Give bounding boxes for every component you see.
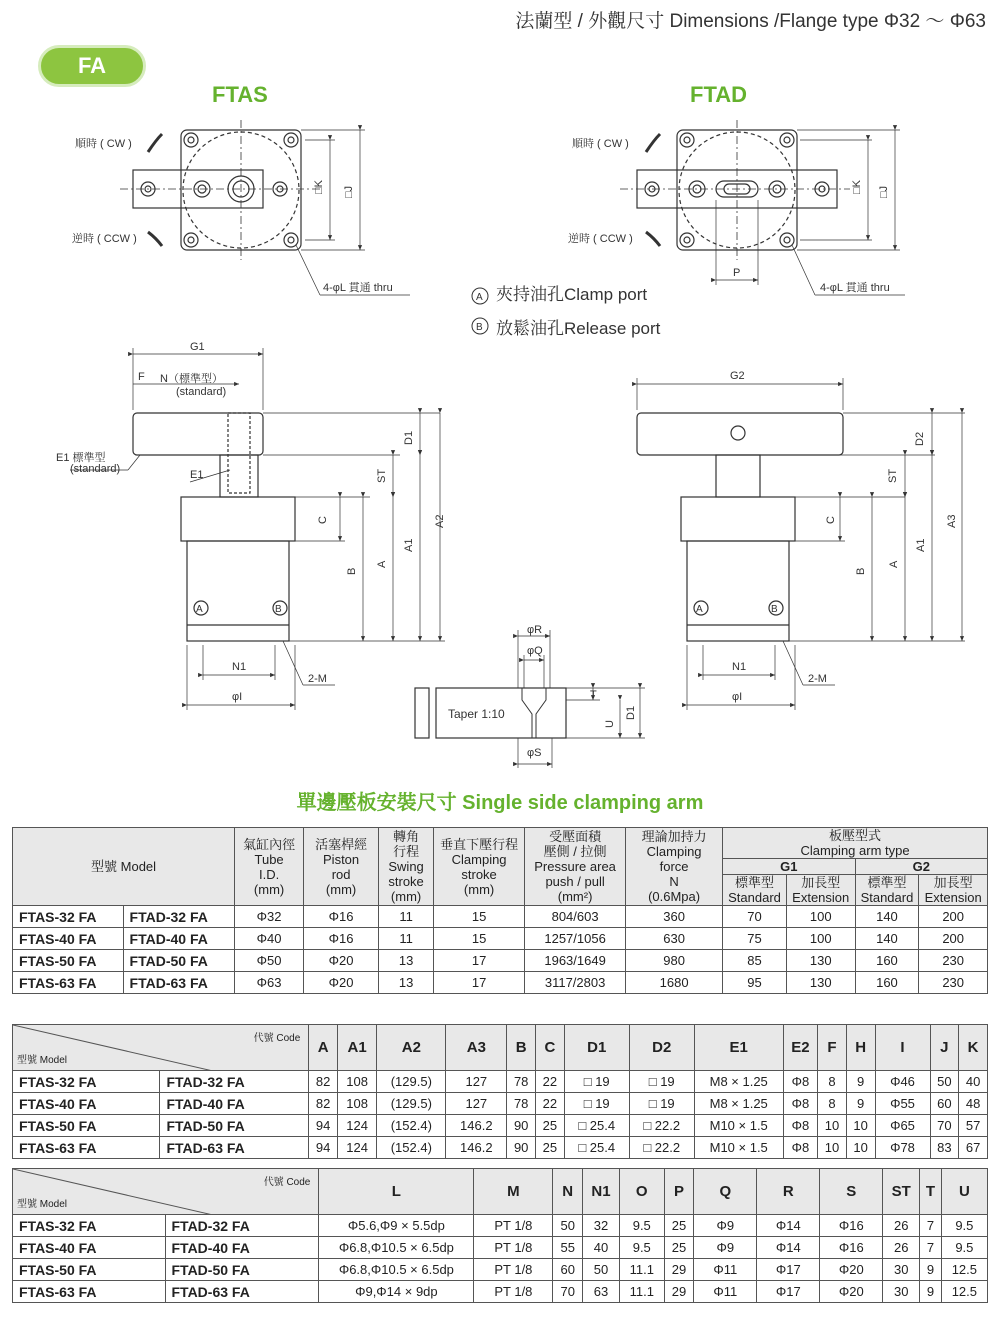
dim-a3: A3 bbox=[946, 514, 958, 528]
table-cell: M8 × 1.25 bbox=[694, 1071, 783, 1093]
table-cell: 11 bbox=[379, 928, 434, 950]
table-cell: 200 bbox=[919, 928, 988, 950]
hdr-l: L bbox=[319, 1169, 474, 1215]
table-cell: 55 bbox=[553, 1237, 583, 1259]
hdr-q: Q bbox=[694, 1169, 757, 1215]
port-b-mark-ftad: B bbox=[771, 604, 778, 615]
dim-e1-std: E1 標準型 bbox=[56, 452, 106, 464]
model-cell: FTAD-40 FA bbox=[123, 928, 235, 950]
table-cell: 78 bbox=[507, 1093, 536, 1115]
table-cell: 22 bbox=[536, 1071, 565, 1093]
clamp-port-label: 夾持油孔Clamp port bbox=[496, 285, 648, 304]
hdr-o: O bbox=[619, 1169, 664, 1215]
table-cell: □ 19 bbox=[564, 1093, 629, 1115]
dim-e1: E1 bbox=[190, 469, 204, 481]
col-g1-std: 標準型 Standard bbox=[723, 875, 787, 906]
table-cell: 9.5 bbox=[619, 1237, 664, 1259]
model-cell: FTAD-63 FA bbox=[160, 1137, 309, 1159]
dim-n1-ftad: N1 bbox=[732, 661, 747, 673]
table-cell: Φ6.8,Φ10.5 × 6.5dp bbox=[319, 1237, 474, 1259]
table-cell: Φ16 bbox=[820, 1237, 883, 1259]
table-cell: 10 bbox=[846, 1115, 875, 1137]
table-cell: Φ14 bbox=[757, 1215, 820, 1237]
cw-label-ftad: 順時 ( CW ) bbox=[572, 138, 629, 150]
section-title: 單邊壓板安裝尺寸 Single side clamping arm bbox=[296, 792, 704, 814]
table-cell: (152.4) bbox=[377, 1115, 446, 1137]
model-cell: FTAS-40 FA bbox=[13, 1093, 160, 1115]
table-cell: 9 bbox=[920, 1259, 942, 1281]
model-cell: FTAD-50 FA bbox=[160, 1115, 309, 1137]
table-cell: 50 bbox=[583, 1259, 620, 1281]
table-cell: Φ65 bbox=[875, 1115, 930, 1137]
dim-b-ftad: B bbox=[855, 567, 867, 575]
table-cell: 26 bbox=[883, 1215, 920, 1237]
table-cell: 29 bbox=[664, 1281, 694, 1303]
table-cell: 75 bbox=[723, 928, 787, 950]
table-cell: Φ14 bbox=[757, 1237, 820, 1259]
table-cell: 15 bbox=[434, 906, 525, 928]
table-cell: 146.2 bbox=[446, 1115, 507, 1137]
table-row bbox=[13, 1259, 988, 1281]
table-row bbox=[13, 928, 988, 950]
table-cell: 1257/1056 bbox=[525, 928, 626, 950]
table-cell: Φ16 bbox=[304, 906, 379, 928]
spec-table-3 bbox=[12, 1168, 988, 1303]
hdr-t: T bbox=[920, 1169, 942, 1215]
model-cell: FTAD-32 FA bbox=[123, 906, 235, 928]
table-cell: 22 bbox=[536, 1093, 565, 1115]
hdr-d1: D1 bbox=[564, 1025, 629, 1071]
table-cell: 9.5 bbox=[941, 1215, 987, 1237]
col-g1: G1 bbox=[723, 859, 855, 875]
table-cell: 1680 bbox=[626, 972, 723, 994]
hdr-j: J bbox=[930, 1025, 959, 1071]
model-cell: FTAD-32 FA bbox=[160, 1071, 309, 1093]
table-cell: 9.5 bbox=[941, 1237, 987, 1259]
table-cell: 124 bbox=[337, 1137, 376, 1159]
model-cell: FTAS-50 FA bbox=[13, 1259, 166, 1281]
table-cell: 804/603 bbox=[525, 906, 626, 928]
col-clamp-stroke: 垂直下壓行程 Clamping stroke (mm) bbox=[434, 828, 525, 906]
table-cell: 11 bbox=[379, 906, 434, 928]
table-cell: Φ40 bbox=[235, 928, 304, 950]
table-cell: 146.2 bbox=[446, 1137, 507, 1159]
table-cell: Φ9 bbox=[694, 1215, 757, 1237]
model-cell: FTAS-50 FA bbox=[13, 950, 124, 972]
release-port-label: 放鬆油孔Release port bbox=[496, 319, 661, 338]
table-cell: 10 bbox=[846, 1137, 875, 1159]
model-cell: FTAS-50 FA bbox=[13, 1115, 160, 1137]
dim-a1: A1 bbox=[403, 538, 415, 552]
dim-i-ftad: φI bbox=[732, 691, 743, 703]
table-cell: Φ8 bbox=[783, 1137, 817, 1159]
table-cell: 15 bbox=[434, 928, 525, 950]
table-cell: □ 22.2 bbox=[629, 1115, 694, 1137]
table-cell: 8 bbox=[818, 1093, 847, 1115]
table-row bbox=[13, 1137, 988, 1159]
dim-d1: D1 bbox=[403, 430, 415, 445]
table-cell: 3117/2803 bbox=[525, 972, 626, 994]
table-row bbox=[13, 972, 988, 994]
table-cell: 32 bbox=[583, 1215, 620, 1237]
dim-r: φR bbox=[527, 624, 543, 636]
table-cell: Φ11 bbox=[694, 1259, 757, 1281]
hdr-s: S bbox=[820, 1169, 883, 1215]
col-rod: 活塞桿經 Piston rod (mm) bbox=[304, 828, 379, 906]
thru-label-ftas: 4-φL 貫通 thru bbox=[323, 282, 393, 294]
table-cell: 7 bbox=[920, 1237, 942, 1259]
table-cell: 40 bbox=[959, 1071, 988, 1093]
table-cell: 7 bbox=[920, 1215, 942, 1237]
model-cell: FTAD-50 FA bbox=[123, 950, 235, 972]
table-cell: Φ5.6,Φ9 × 5.5dp bbox=[319, 1215, 474, 1237]
dim-t: T bbox=[590, 689, 597, 701]
table-cell: Φ63 bbox=[235, 972, 304, 994]
table-cell: Φ32 bbox=[235, 906, 304, 928]
dim-st: ST bbox=[376, 468, 388, 483]
table-cell: 13 bbox=[379, 950, 434, 972]
table-cell: Φ20 bbox=[304, 950, 379, 972]
table-cell: 30 bbox=[883, 1259, 920, 1281]
col-g1-ext: 加長型 Extension bbox=[786, 875, 855, 906]
dim-a-ftad: A bbox=[888, 560, 900, 568]
table-row bbox=[13, 1115, 988, 1137]
dim-st-ftad: ST bbox=[887, 468, 899, 483]
table-cell: □ 22.2 bbox=[629, 1137, 694, 1159]
table-cell: 25 bbox=[664, 1237, 694, 1259]
table-cell: Φ20 bbox=[304, 972, 379, 994]
table-cell: 130 bbox=[786, 950, 855, 972]
port-a-mark-ftad: A bbox=[696, 604, 703, 615]
table-cell: Φ8 bbox=[783, 1071, 817, 1093]
table-cell: 70 bbox=[723, 906, 787, 928]
table-cell: 980 bbox=[626, 950, 723, 972]
table-cell: □ 19 bbox=[629, 1093, 694, 1115]
table-cell: 124 bbox=[337, 1115, 376, 1137]
table-cell: 140 bbox=[855, 906, 919, 928]
code-model-header-3: 代號 Code 型號 Model bbox=[13, 1169, 319, 1215]
table-cell: 95 bbox=[723, 972, 787, 994]
code-model-header: 代號 Code 型號 Model bbox=[13, 1025, 309, 1071]
table-cell: 85 bbox=[723, 950, 787, 972]
hdr-b: B bbox=[507, 1025, 536, 1071]
table-cell: 13 bbox=[379, 972, 434, 994]
dim-q: φQ bbox=[527, 645, 543, 657]
ftad-title: FTAD bbox=[690, 82, 748, 107]
dim-u: U bbox=[604, 720, 616, 728]
table-cell: 11.1 bbox=[619, 1281, 664, 1303]
dim-n-std: (standard) bbox=[176, 386, 227, 398]
table-cell: 57 bbox=[959, 1115, 988, 1137]
table-cell: 230 bbox=[919, 972, 988, 994]
table-cell: 108 bbox=[337, 1093, 376, 1115]
table-cell: Φ11 bbox=[694, 1281, 757, 1303]
table-cell: (129.5) bbox=[377, 1071, 446, 1093]
ccw-label: 逆時 ( CCW ) bbox=[72, 233, 137, 245]
table-cell: 67 bbox=[959, 1137, 988, 1159]
table-cell: Φ8 bbox=[783, 1115, 817, 1137]
dim-i: φI bbox=[232, 691, 243, 703]
dim-c: C bbox=[317, 516, 329, 524]
table-cell: 10 bbox=[818, 1115, 847, 1137]
thru-label-ftad: 4-φL 貫通 thru bbox=[820, 282, 890, 294]
table-cell: 12.5 bbox=[941, 1259, 987, 1281]
model-cell: FTAS-63 FA bbox=[13, 1137, 160, 1159]
table-cell: PT 1/8 bbox=[474, 1215, 553, 1237]
table-cell: 48 bbox=[959, 1093, 988, 1115]
model-cell: FTAD-40 FA bbox=[160, 1093, 309, 1115]
table-cell: 9 bbox=[846, 1071, 875, 1093]
table-cell: Φ9 bbox=[694, 1237, 757, 1259]
table-cell: 50 bbox=[553, 1215, 583, 1237]
table-cell: 160 bbox=[855, 972, 919, 994]
table-cell: 83 bbox=[930, 1137, 959, 1159]
model-cell: FTAD-63 FA bbox=[123, 972, 235, 994]
table-cell: 94 bbox=[309, 1115, 338, 1137]
table-cell: □ 19 bbox=[629, 1071, 694, 1093]
dim-d1-detail: D1 bbox=[625, 705, 637, 720]
hdr-n1: N1 bbox=[583, 1169, 620, 1215]
col-swing: 轉角 行程 Swing stroke (mm) bbox=[379, 828, 434, 906]
dim-s: φS bbox=[527, 747, 542, 759]
hdr-p: P bbox=[664, 1169, 694, 1215]
table-cell: (129.5) bbox=[377, 1093, 446, 1115]
dim-n: N（標準型） bbox=[160, 373, 223, 385]
table-cell: 1963/1649 bbox=[525, 950, 626, 972]
table-cell: 160 bbox=[855, 950, 919, 972]
table-cell: 10 bbox=[818, 1137, 847, 1159]
table-cell: 70 bbox=[553, 1281, 583, 1303]
model-cell: FTAS-32 FA bbox=[13, 1215, 166, 1237]
dim-g1: G1 bbox=[190, 341, 205, 353]
table-cell: 17 bbox=[434, 972, 525, 994]
table-cell: 130 bbox=[786, 972, 855, 994]
clamp-port-mark: A bbox=[476, 292, 483, 303]
table-cell: 360 bbox=[626, 906, 723, 928]
table-cell: 29 bbox=[664, 1259, 694, 1281]
table-cell: 108 bbox=[337, 1071, 376, 1093]
col-tube: 氣缸內徑 Tube I.D. (mm) bbox=[235, 828, 304, 906]
table-cell: Φ20 bbox=[820, 1259, 883, 1281]
dim-f: F bbox=[138, 371, 145, 383]
table-cell: 630 bbox=[626, 928, 723, 950]
table-cell: Φ20 bbox=[820, 1281, 883, 1303]
model-cell: FTAD-32 FA bbox=[165, 1215, 319, 1237]
table-cell: 100 bbox=[786, 928, 855, 950]
ftas-title: FTAS bbox=[212, 82, 268, 107]
release-port-mark: B bbox=[476, 322, 483, 333]
model-cell: FTAD-40 FA bbox=[165, 1237, 319, 1259]
table-cell: 11.1 bbox=[619, 1259, 664, 1281]
table-row bbox=[13, 1281, 988, 1303]
fa-badge: FA bbox=[38, 45, 146, 87]
hdr-h: H bbox=[846, 1025, 875, 1071]
port-a-mark-ftas: A bbox=[196, 604, 203, 615]
ccw-label-ftad: 逆時 ( CCW ) bbox=[568, 233, 633, 245]
dim-2m-ftad: 2-M bbox=[808, 673, 827, 685]
table-cell: 90 bbox=[507, 1115, 536, 1137]
table-cell: 30 bbox=[883, 1281, 920, 1303]
dim-g2: G2 bbox=[730, 370, 745, 382]
table-cell: 82 bbox=[309, 1093, 338, 1115]
table-cell: 17 bbox=[434, 950, 525, 972]
table-cell: M10 × 1.5 bbox=[694, 1137, 783, 1159]
table-cell: 90 bbox=[507, 1137, 536, 1159]
table-cell: 230 bbox=[919, 950, 988, 972]
hdr-r: R bbox=[757, 1169, 820, 1215]
dim-a1-ftad: A1 bbox=[915, 538, 927, 552]
table-cell: Φ16 bbox=[820, 1215, 883, 1237]
dim-a: A bbox=[376, 560, 388, 568]
table-cell: Φ17 bbox=[757, 1259, 820, 1281]
table-cell: 12.5 bbox=[941, 1281, 987, 1303]
col-g2-std: 標準型 Standard bbox=[855, 875, 919, 906]
table-cell: 9 bbox=[846, 1093, 875, 1115]
table-cell: 100 bbox=[786, 906, 855, 928]
dim-p: P bbox=[733, 267, 741, 279]
table-cell: □ 25.4 bbox=[564, 1115, 629, 1137]
table-cell: 82 bbox=[309, 1071, 338, 1093]
table-cell: M8 × 1.25 bbox=[694, 1093, 783, 1115]
hdr-n: N bbox=[553, 1169, 583, 1215]
table-cell: 25 bbox=[664, 1215, 694, 1237]
page-header: 法蘭型 / 外觀尺寸 Dimensions /Flange type Φ32 ～ Φ63 bbox=[515, 11, 986, 32]
table-row bbox=[13, 1237, 988, 1259]
table-cell: Φ8 bbox=[783, 1093, 817, 1115]
col-area: 受壓面積 壓側 / 拉側 Pressure area push / pull (mm²) bbox=[525, 828, 626, 906]
hdr-c: C bbox=[536, 1025, 565, 1071]
table-cell: 9 bbox=[920, 1281, 942, 1303]
hdr-e2: E2 bbox=[783, 1025, 817, 1071]
table-cell: 70 bbox=[930, 1115, 959, 1137]
model-cell: FTAD-63 FA bbox=[165, 1281, 319, 1303]
col-g2-ext: 加長型 Extension bbox=[919, 875, 988, 906]
table-cell: 63 bbox=[583, 1281, 620, 1303]
model-cell: FTAD-50 FA bbox=[165, 1259, 319, 1281]
spec-table-2 bbox=[12, 1024, 988, 1159]
table-cell: Φ17 bbox=[757, 1281, 820, 1303]
table-cell: Φ78 bbox=[875, 1137, 930, 1159]
hdr-a: A bbox=[309, 1025, 338, 1071]
table-cell: PT 1/8 bbox=[474, 1259, 553, 1281]
dim-j-ftas: □J bbox=[343, 185, 355, 198]
table-cell: 200 bbox=[919, 906, 988, 928]
table-cell: PT 1/8 bbox=[474, 1281, 553, 1303]
table-row bbox=[13, 950, 988, 972]
table-cell: 25 bbox=[536, 1137, 565, 1159]
dim-a2: A2 bbox=[434, 514, 446, 528]
table-cell: 127 bbox=[446, 1071, 507, 1093]
model-cell: FTAS-40 FA bbox=[13, 1237, 166, 1259]
hdr-a1: A1 bbox=[337, 1025, 376, 1071]
table-cell: Φ55 bbox=[875, 1093, 930, 1115]
hdr-st: ST bbox=[883, 1169, 920, 1215]
port-b-mark-ftas: B bbox=[275, 604, 282, 615]
table-row bbox=[13, 1071, 988, 1093]
table-cell: Φ16 bbox=[304, 928, 379, 950]
table-cell: PT 1/8 bbox=[474, 1237, 553, 1259]
hdr-a3: A3 bbox=[446, 1025, 507, 1071]
model-cell: FTAS-40 FA bbox=[13, 928, 124, 950]
table-cell: 140 bbox=[855, 928, 919, 950]
table-row bbox=[13, 906, 988, 928]
table-cell: Φ50 bbox=[235, 950, 304, 972]
table-cell: 26 bbox=[883, 1237, 920, 1259]
table-cell: Φ46 bbox=[875, 1071, 930, 1093]
hdr-m: M bbox=[474, 1169, 553, 1215]
dim-e1-std2: (standard) bbox=[70, 463, 121, 475]
table-cell: Φ9,Φ14 × 9dp bbox=[319, 1281, 474, 1303]
dim-j-ftad: □J bbox=[878, 185, 890, 198]
table-cell: 25 bbox=[536, 1115, 565, 1137]
hdr-u: U bbox=[941, 1169, 987, 1215]
taper-label: Taper 1:10 bbox=[448, 707, 505, 721]
table-cell: M10 × 1.5 bbox=[694, 1115, 783, 1137]
table-row bbox=[13, 1215, 988, 1237]
hdr-f: F bbox=[818, 1025, 847, 1071]
dim-n1: N1 bbox=[232, 661, 247, 673]
table-cell: 9.5 bbox=[619, 1215, 664, 1237]
model-cell: FTAS-32 FA bbox=[13, 1071, 160, 1093]
table-cell: 40 bbox=[583, 1237, 620, 1259]
table-cell: □ 19 bbox=[564, 1071, 629, 1093]
col-arm-type: 板壓型式 Clamping arm type bbox=[723, 828, 988, 859]
dim-d2: D2 bbox=[914, 431, 926, 446]
table-cell: 8 bbox=[818, 1071, 847, 1093]
col-model: 型號 Model bbox=[13, 828, 235, 906]
col-g2: G2 bbox=[855, 859, 987, 875]
table-cell: (152.4) bbox=[377, 1137, 446, 1159]
dim-c-ftad: C bbox=[825, 516, 837, 524]
hdr-e1: E1 bbox=[694, 1025, 783, 1071]
table-cell: Φ6.8,Φ10.5 × 6.5dp bbox=[319, 1259, 474, 1281]
model-cell: FTAS-32 FA bbox=[13, 906, 124, 928]
table-cell: 78 bbox=[507, 1071, 536, 1093]
model-cell: FTAS-63 FA bbox=[13, 1281, 166, 1303]
hdr-i: I bbox=[875, 1025, 930, 1071]
spec-table-1 bbox=[12, 827, 988, 994]
hdr-k: K bbox=[959, 1025, 988, 1071]
table-cell: 94 bbox=[309, 1137, 338, 1159]
table-cell: □ 25.4 bbox=[564, 1137, 629, 1159]
table-row bbox=[13, 1093, 988, 1115]
dim-k-ftad: □K bbox=[851, 180, 863, 194]
table-cell: 50 bbox=[930, 1071, 959, 1093]
dim-k-ftas: □K bbox=[313, 180, 325, 194]
table-cell: 60 bbox=[930, 1093, 959, 1115]
dim-2m: 2-M bbox=[308, 673, 327, 685]
dim-b: B bbox=[346, 567, 358, 575]
cw-label: 順時 ( CW ) bbox=[75, 138, 132, 150]
table-cell: 60 bbox=[553, 1259, 583, 1281]
hdr-d2: D2 bbox=[629, 1025, 694, 1071]
model-cell: FTAS-63 FA bbox=[13, 972, 124, 994]
col-force: 理論加持力 Clamping force N (0.6Mpa) bbox=[626, 828, 723, 906]
table-cell: 127 bbox=[446, 1093, 507, 1115]
hdr-a2: A2 bbox=[377, 1025, 446, 1071]
